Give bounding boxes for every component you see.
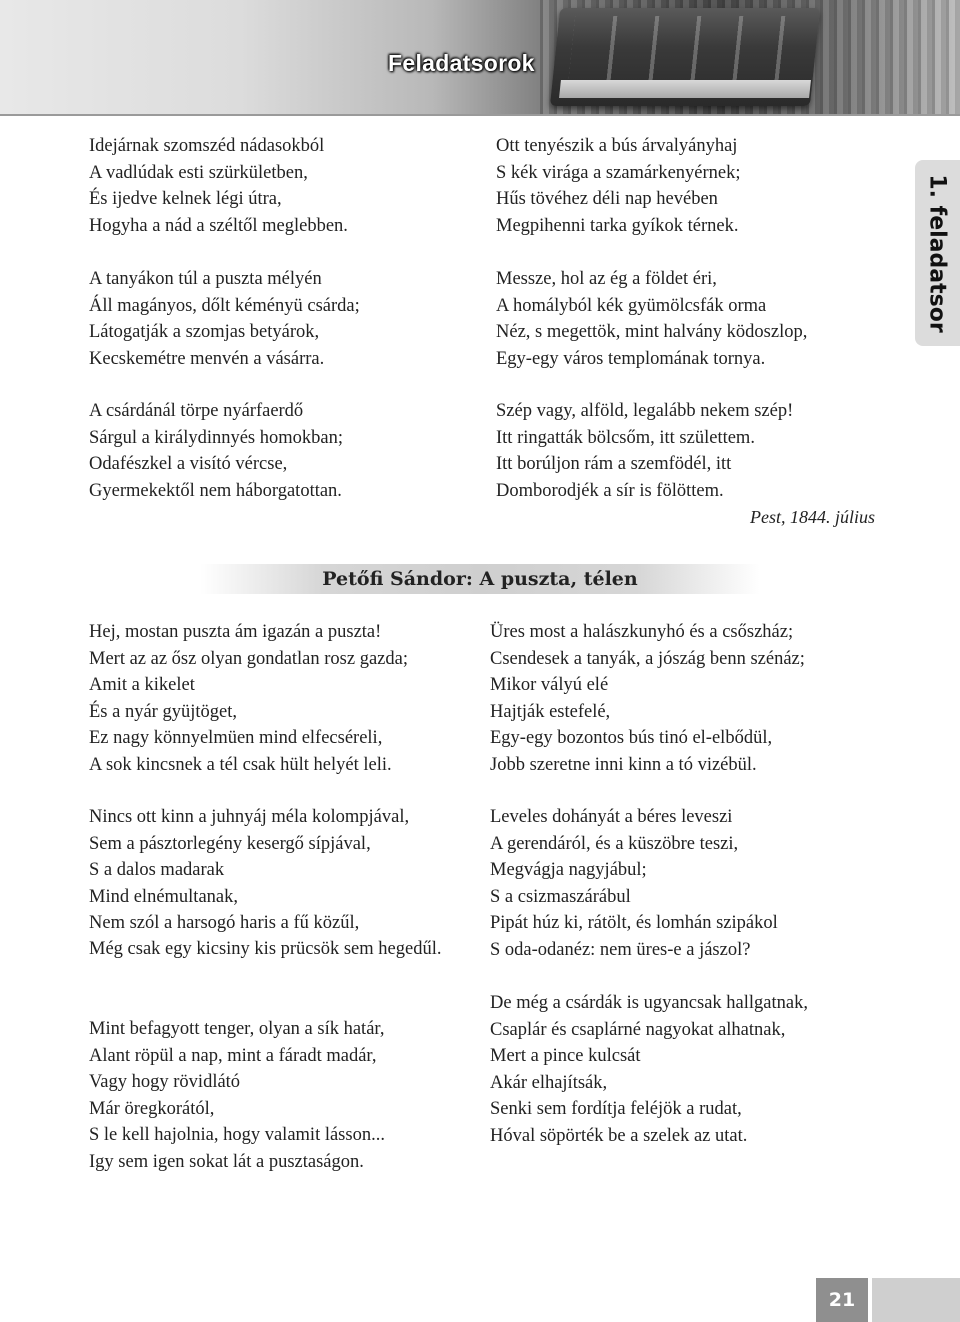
verse-line: Idejárnak szomszéd nádasokból [89,136,325,156]
verse-line: Amit a kikelet [89,675,195,695]
verse-line: A homályból kék gyümölcsfák orma [496,295,767,316]
verse-line: Odafészkel a visító vércse, [89,454,288,474]
poem1-right-stanza-1 [496,133,741,239]
verse-line: Alant röpül a nap, mint a fáradt madár, [89,1045,377,1066]
poem2-left-stanza-3 [89,1016,385,1175]
verse-line: Mind elnémultanak, [89,886,238,907]
verse-line: Itt borúljon rám a szemfödél, itt [496,454,732,474]
verse-line: És ijedve kelnek légi útra, [89,189,282,209]
verse-line: A tanyákon túl a puszta mélyén [89,269,322,289]
verse-line: Kecskemétre menvén a vásárra. [89,348,325,369]
verse-line-justified: Még csak egy kicsiny kis prücsök sem hegedűl. [89,939,442,959]
verse-line: És a nyár gyüjtöget, [89,701,237,722]
poem1-right-stanza-2 [496,266,807,372]
verse-line: Nincs ott kinn a juhnyáj méla kolompjával, [89,807,410,827]
verse-line: Hogyha a nád a széltől meglebben. [89,215,348,236]
poem1-left-stanza-1 [89,133,348,239]
header-divider [0,114,960,116]
poem1-left-stanza-2 [89,266,360,372]
verse-line: S oda-odanéz: nem üres-e a jászol? [490,939,751,960]
verse-line: Ez nagy könnyelmüen mind elfecséreli, [89,728,383,748]
verse-line: Hóval söpörték be a szelek az utat. [490,1125,748,1146]
poem1-left-stanza-3 [89,398,343,504]
poem-date: Pest, 1844. július [750,507,875,527]
verse-line: Csaplár és csaplárné nagyokat alhatnak, [490,1019,786,1040]
verse-line: Vagy hogy rövidlátó [89,1072,241,1092]
page-number-tab [872,1278,960,1322]
verse-line: Gyermekektől nem háborgatottan. [89,480,342,501]
verse-line: S a csizmaszárábul [490,886,631,907]
poem2-right-stanza-2 [490,804,778,963]
verse-line: A gerendáról, és a küszöbre teszi, [490,833,739,854]
poem2-left-stanza-1 [89,619,408,778]
verse-line: Néz, s megettök, mint halvány ködoszlop, [496,322,808,342]
poem2-left-stanza-2 [89,804,409,937]
verse-line: Pipát húz ki, rátölt, és lomhán szipákol [490,913,778,933]
verse-line: Mert a pince kulcsát [490,1046,641,1066]
verse-line: Ott tenyészik a bús árvalyányhaj [496,136,738,156]
verse-line: Domborodjék a sír is fölöttem. [496,480,724,501]
verse-line: De még a csárdák is ugyancsak hallgatnak, [490,993,808,1013]
poem1-right-stanza-3 [496,398,793,504]
verse-line: Jobb szeretne inni kinn a tó vizébül. [490,754,757,775]
verse-line: Hűs tövéhez déli nap hevében [496,189,718,209]
verse-line: Szép vagy, alföld, legalább nekem szép! [496,401,794,421]
book-pages-image [559,80,811,98]
verse-line: A sok kincsnek a tél csak hült helyét leli. [89,754,392,775]
verse-line: Megpihenni tarka gyíkok térnek. [496,215,739,236]
poem-title: Petőfi Sándor: A puszta, télen [322,568,638,590]
poem2-right-stanza-1 [490,619,805,778]
verse-line: Csendesek a tanyák, a jószág benn szénáz; [490,648,805,669]
side-tab [915,160,960,346]
verse-line: A csárdánál törpe nyárfaerdő [89,401,304,421]
verse-line: Leveles dohányát a béres leveszi [490,807,733,827]
verse-line: A vadlúdak esti szürkületben, [89,162,308,183]
side-tab-label: 1. feladatsor [925,173,950,333]
verse-line: Egy-egy bozontos bús tinó el-elbődül, [490,728,773,748]
header-banner [0,0,960,116]
verse-line: Mert az az ősz olyan gondatlan rosz gazda; [89,648,408,669]
verse-line: Nem szól a harsogó haris a fű közűl, [89,913,360,933]
verse-line: S kék virága a szamárkenyérnek; [496,162,741,183]
verse-line: Látogatják a szomjas betyárok, [89,322,320,342]
verse-line: Áll magányos, dőlt kéményü csárda; [89,295,360,316]
verse-line: Egy-egy város templomának tornya. [496,348,766,369]
verse-line: Már öregkorától, [89,1098,215,1119]
verse-line: Sárgul a királydinnyés homokban; [89,427,343,448]
verse-line: S le kell hajolnia, hogy valamit lásson... [89,1125,385,1145]
verse-line: Üres most a halászkunyhó és a csőszház; [490,622,794,642]
verse-line: Messze, hol az ég a földet éri, [496,269,717,289]
verse-line: Hej, mostan puszta ám igazán a puszta! [89,622,382,642]
verse-line: Mikor vályú elé [490,675,609,695]
verse-line: Igy sem igen sokat lát a pusztaságon. [89,1151,364,1172]
verse-line: Hajtják estefelé, [490,701,611,722]
poem2-right-stanza-3 [490,990,808,1149]
verse-line: Akár elhajítsák, [490,1072,608,1093]
verse-line: S a dalos madarak [89,860,225,880]
verse-line: Sem a pásztorlegény kesergő sípjával, [89,833,371,854]
verse-line: Itt ringatták bölcsőm, itt születtem. [496,427,755,448]
verse-line: Senki sem fordítja feléjök a rudat, [490,1099,742,1119]
verse-line: Megvágja nagyjábul; [490,860,647,880]
verse-line: Mint befagyott tenger, olyan a sík határ, [89,1019,385,1039]
header-title: Feladatsorok [388,50,535,76]
page-number: 21 [816,1278,868,1322]
